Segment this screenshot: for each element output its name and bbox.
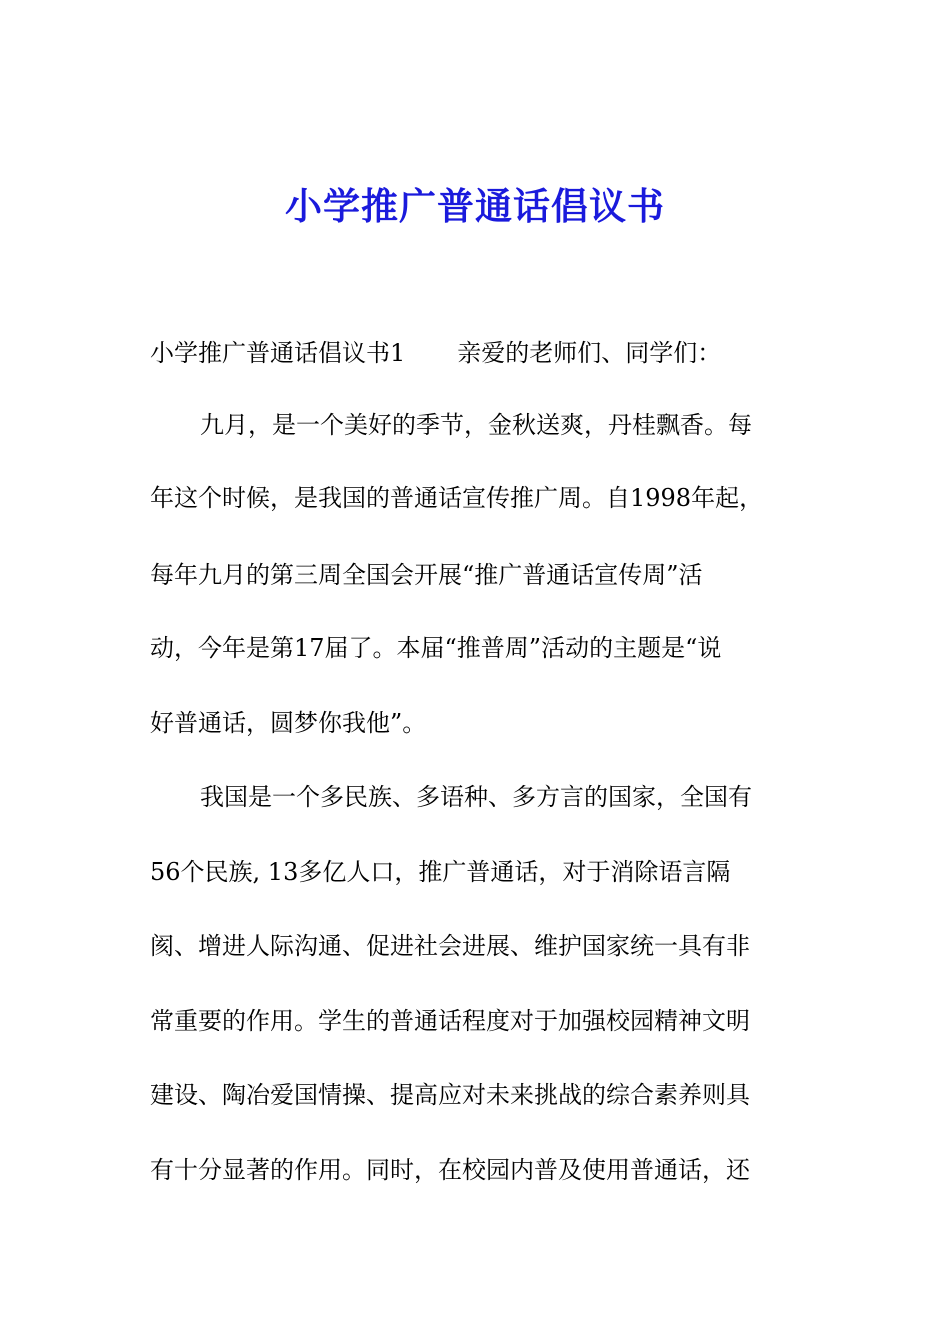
paragraph-line: 阂、增进人际沟通、促进社会进展、维护国家统一具有非 [150,932,750,960]
document-title: 小学推广普通话倡议书 [285,184,665,228]
paragraph-line: 常重要的作用。学生的普通话程度对于加强校园精神文明 [150,1007,750,1035]
paragraph-line: 九月，是一个美好的季节，金秋送爽，丹桂飘香。每 [200,411,752,439]
paragraph-line: 有十分显著的作用。同时，在校园内普及使用普通话，还 [150,1156,750,1184]
heading-line [150,338,810,368]
salutation: 亲爱的老师们、同学们： [457,339,722,367]
paragraph-line: 建设、陶冶爱国情操、提高应对未来挑战的综合素养则具 [150,1081,750,1109]
paragraph-line: 年这个时候，是我国的普通话宣传推广周。自1998年起， [150,484,764,512]
paragraph-line: 动，今年是第17届了。本届“推普周”活动的主题是“说 [150,634,722,662]
paragraph-line: 56个民族, 13多亿人口，推广普通话，对于消除语言隔 [150,858,731,886]
paragraph-line: 每年九月的第三周全国会开展“推广普通话宣传周”活 [150,561,703,589]
paragraph-line: 我国是一个多民族、多语种、多方言的国家，全国有 [200,783,752,811]
paragraph-line: 好普通话，圆梦你我他”。 [150,709,427,737]
heading-label: 小学推广普通话倡议书1 [150,339,406,367]
